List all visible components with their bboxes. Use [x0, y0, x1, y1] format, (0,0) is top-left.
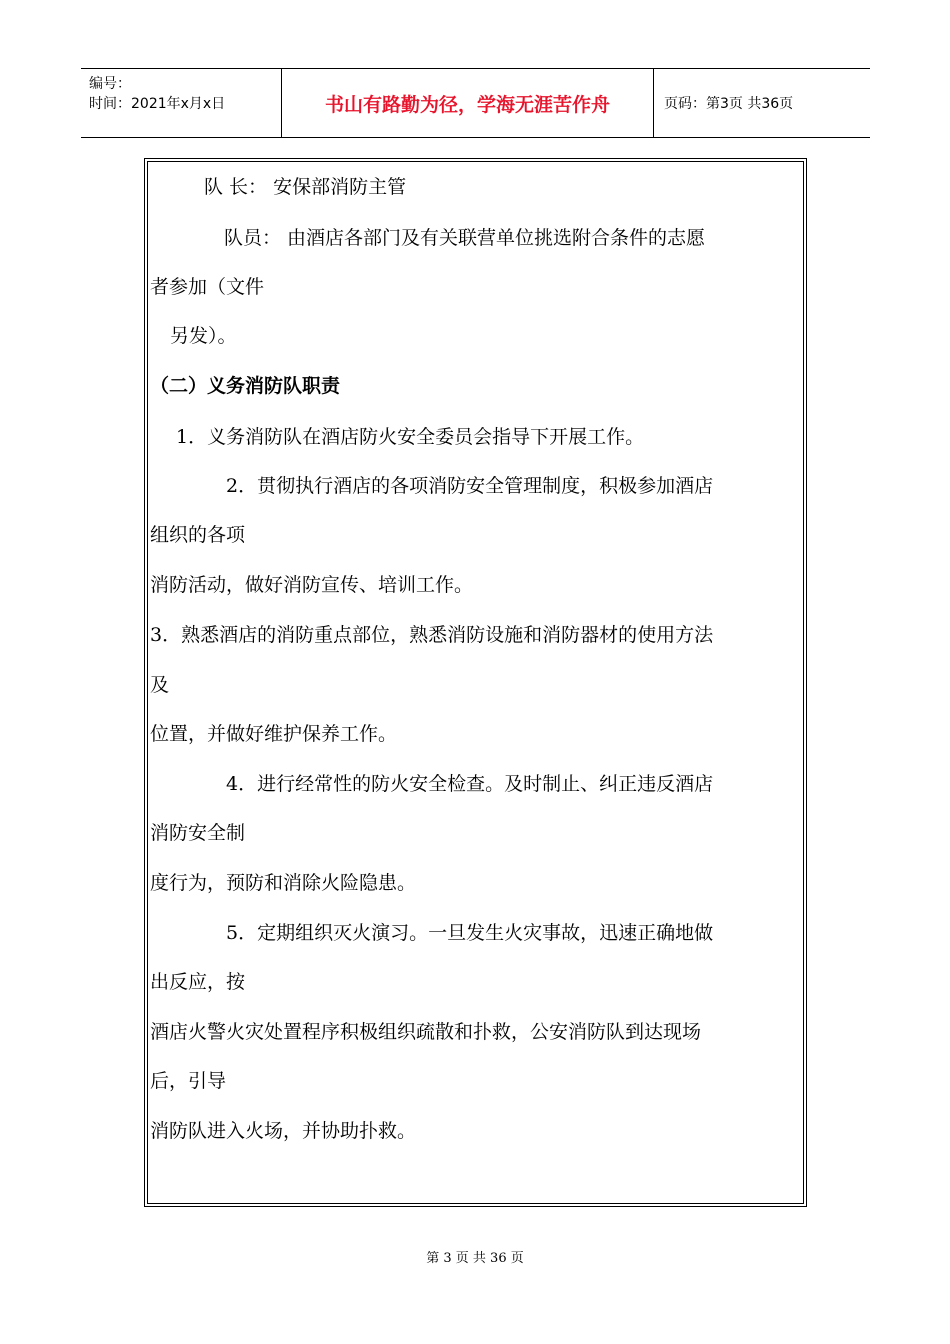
- header-meta-cell: [81, 69, 281, 137]
- body-line: 另发）。: [170, 325, 237, 347]
- time-label: 时间：2021年x月x日: [89, 96, 226, 112]
- header-motto: 书山有路勤为径，学海无涯苦作舟: [324, 93, 610, 116]
- body-line: 消防队进入火场，并协助扑救。: [150, 1120, 417, 1142]
- section-heading: （二）义务消防队职责: [150, 375, 341, 397]
- body-line: 2．贯彻执行酒店的各项消防安全管理制度，积极参加酒店: [226, 475, 714, 497]
- body-line: 度行为，预防和消除火险隐患。: [150, 872, 417, 894]
- number-label: 编号：: [89, 76, 131, 92]
- header-page-info: 页码：第3页 共36页: [664, 96, 794, 112]
- body-line: 队 长： 安保部消防主管: [204, 176, 407, 198]
- body-line: 5．定期组织灭火演习。一旦发生火灾事故，迅速正确地做: [226, 922, 714, 944]
- body-line: 出反应，按: [150, 971, 246, 993]
- body-line: 4．进行经常性的防火安全检查。及时制止、纠正违反酒店: [226, 773, 714, 795]
- content-frame: [144, 158, 807, 1207]
- body-line: 消防安全制: [150, 822, 246, 844]
- body-line: 组织的各项: [150, 524, 246, 546]
- body-line: 消防活动，做好消防宣传、培训工作。: [150, 574, 474, 596]
- body-line: 3．熟悉酒店的消防重点部位，熟悉消防设施和消防器材的使用方法: [150, 624, 714, 646]
- footer-page-number: 第 3 页 共 36 页: [426, 1251, 524, 1266]
- body-line: 者参加（文件: [150, 276, 265, 298]
- body-line: 位置，并做好维护保养工作。: [150, 723, 398, 745]
- body-line: 酒店火警火灾处置程序积极组织疏散和扑救，公安消防队到达现场: [150, 1021, 702, 1043]
- body-line: 后，引导: [150, 1070, 227, 1092]
- header-table: [81, 68, 870, 138]
- body-line: 1．义务消防队在酒店防火安全委员会指导下开展工作。: [176, 426, 645, 448]
- body-line: 队员： 由酒店各部门及有关联营单位挑选附合条件的志愿: [224, 227, 706, 249]
- body-line: 及: [150, 674, 170, 696]
